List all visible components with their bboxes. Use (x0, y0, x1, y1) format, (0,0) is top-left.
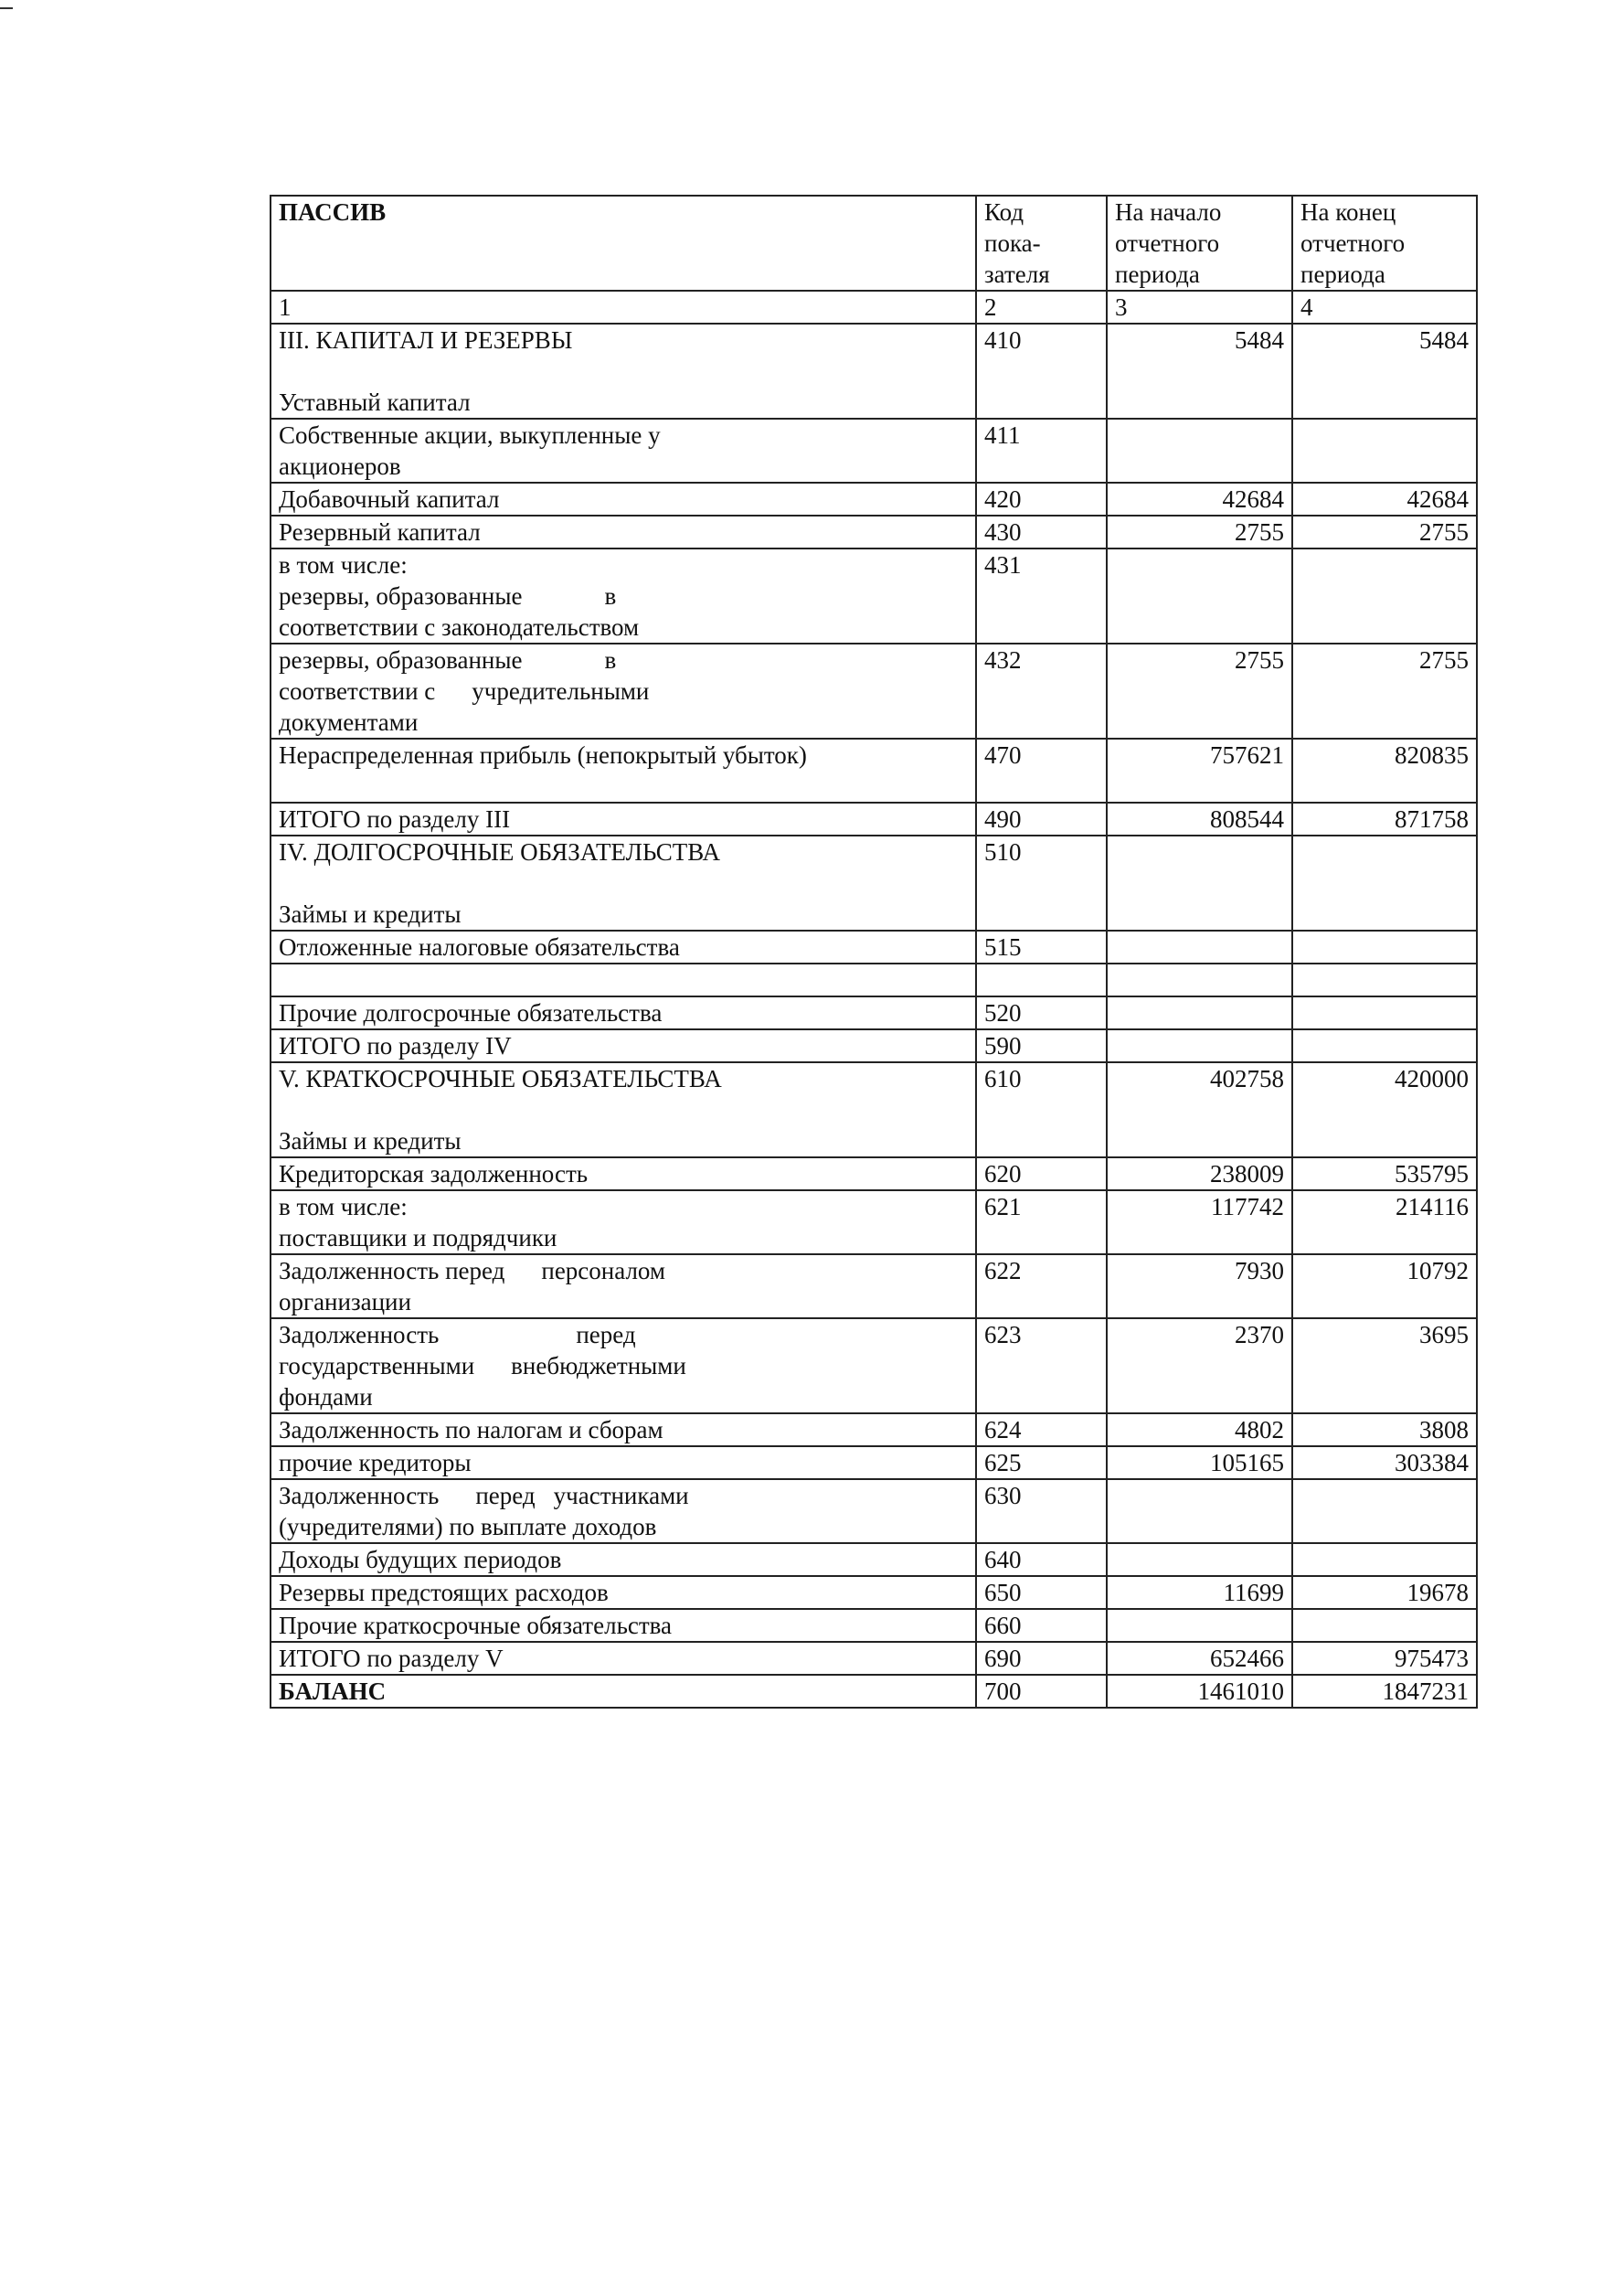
row-start-value: 4802 (1107, 1413, 1292, 1446)
scan-edge-mark (0, 7, 13, 9)
row-code: 490 (976, 803, 1107, 836)
row-code: 431 (976, 549, 1107, 644)
table-row (271, 739, 1477, 803)
row-end-value (1292, 1609, 1477, 1642)
table-row (271, 1609, 1477, 1642)
row-end-value: 42684 (1292, 483, 1477, 516)
balance-liabilities-table (270, 195, 1478, 1709)
row-code: 621 (976, 1190, 1107, 1254)
table-row (271, 996, 1477, 1029)
row-end-value: 535795 (1292, 1157, 1477, 1190)
row-start-value: 105165 (1107, 1446, 1292, 1479)
row-end-value: 19678 (1292, 1576, 1477, 1609)
table-row (271, 1190, 1477, 1254)
row-start-value (1107, 1479, 1292, 1543)
row-code: 430 (976, 516, 1107, 549)
row-code: 640 (976, 1543, 1107, 1576)
row-code: 650 (976, 1576, 1107, 1609)
row-start-value (1107, 1029, 1292, 1062)
row-start-value: 117742 (1107, 1190, 1292, 1254)
row-end-value: 2755 (1292, 516, 1477, 549)
table-row (271, 483, 1477, 516)
row-code: 470 (976, 739, 1107, 803)
row-start-value: 7930 (1107, 1254, 1292, 1318)
row-start-value: 238009 (1107, 1157, 1292, 1190)
row-name: Прочие долгосрочные обязательства (271, 996, 976, 1029)
row-end-value: 3808 (1292, 1413, 1477, 1446)
col-number-1: 1 (271, 291, 976, 324)
table-row (271, 419, 1477, 483)
table-row (271, 1642, 1477, 1675)
row-start-value: 652466 (1107, 1642, 1292, 1675)
column-number-row (271, 291, 1477, 324)
row-name: прочие кредиторы (271, 1446, 976, 1479)
row-start-value: 42684 (1107, 483, 1292, 516)
section-title: IV. ДОЛГОСРОЧНЫЕ ОБЯЗАТЕЛЬСТВА (279, 838, 721, 866)
section-title: V. КРАТКОСРОЧНЫЕ ОБЯЗАТЕЛЬСТВА (279, 1065, 722, 1092)
row-name: Резервы предстоящих расходов (271, 1576, 976, 1609)
empty-row (271, 964, 1477, 996)
row-end-value: 2755 (1292, 644, 1477, 739)
row-code: 510 (976, 836, 1107, 931)
row-end-value: 214116 (1292, 1190, 1477, 1254)
row-end-value (1292, 419, 1477, 483)
row-code: 660 (976, 1609, 1107, 1642)
header-liabilities: ПАССИВ (271, 196, 976, 291)
row-name: III. КАПИТАЛ И РЕЗЕРВЫ Уставный капитал (271, 324, 976, 419)
row-name: Отложенные налоговые обязательства (271, 931, 976, 964)
row-start-value: 402758 (1107, 1062, 1292, 1157)
table-row (271, 836, 1477, 931)
row-start-value (1107, 836, 1292, 931)
row-end-value (1292, 1479, 1477, 1543)
row-start-value: 2755 (1107, 644, 1292, 739)
row-end-value (1292, 1029, 1477, 1062)
row-code: 515 (976, 931, 1107, 964)
row-code: 622 (976, 1254, 1107, 1318)
row-code: 432 (976, 644, 1107, 739)
row-end-value: 1847231 (1292, 1675, 1477, 1708)
table-row (271, 1543, 1477, 1576)
table-header-row (271, 196, 1477, 291)
row-name: в том числе: резервы, образованные в соответствии с законодательством (271, 549, 976, 644)
table-row (271, 549, 1477, 644)
row-start-value: 1461010 (1107, 1675, 1292, 1708)
col-number-2: 2 (976, 291, 1107, 324)
row-name: Задолженность перед государственными внебюджетными фондами (271, 1318, 976, 1413)
header-code: Код пока- зателя (976, 196, 1107, 291)
row-end-value: 420000 (1292, 1062, 1477, 1157)
table-row (271, 516, 1477, 549)
row-code: 624 (976, 1413, 1107, 1446)
row-name: Добавочный капитал (271, 483, 976, 516)
row-name: Нераспределенная прибыль (непокрытый убыток) (271, 739, 976, 803)
row-name: Задолженность перед персоналом организации (271, 1254, 976, 1318)
row-end-value: 10792 (1292, 1254, 1477, 1318)
row-code: 610 (976, 1062, 1107, 1157)
row-end-value (1292, 1543, 1477, 1576)
row-name: V. КРАТКОСРОЧНЫЕ ОБЯЗАТЕЛЬСТВА Займы и кредиты (271, 1062, 976, 1157)
table-row (271, 1157, 1477, 1190)
row-code: 420 (976, 483, 1107, 516)
table-row (271, 931, 1477, 964)
row-end-value: 3695 (1292, 1318, 1477, 1413)
row-name: Доходы будущих периодов (271, 1543, 976, 1576)
table-row (271, 1413, 1477, 1446)
row-code: 520 (976, 996, 1107, 1029)
table-row (271, 1062, 1477, 1157)
row-start-value (1107, 549, 1292, 644)
row-start-value (1107, 1543, 1292, 1576)
row-end-value: 871758 (1292, 803, 1477, 836)
table-row (271, 1318, 1477, 1413)
table-row (271, 1675, 1477, 1708)
header-period-start: На начало отчетного периода (1107, 196, 1292, 291)
row-name: в том числе: поставщики и подрядчики (271, 1190, 976, 1254)
row-start-value (1107, 996, 1292, 1029)
table-row (271, 1479, 1477, 1543)
row-start-value: 2755 (1107, 516, 1292, 549)
section-title: III. КАПИТАЛ И РЕЗЕРВЫ (279, 326, 573, 354)
row-end-value: 5484 (1292, 324, 1477, 419)
row-name: ИТОГО по разделу V (271, 1642, 976, 1675)
row-name: Кредиторская задолженность (271, 1157, 976, 1190)
row-name: Задолженность по налогам и сборам (271, 1413, 976, 1446)
row-end-value: 303384 (1292, 1446, 1477, 1479)
row-start-value (1107, 931, 1292, 964)
row-code: 623 (976, 1318, 1107, 1413)
table-row (271, 644, 1477, 739)
row-name: Собственные акции, выкупленные у акционеров (271, 419, 976, 483)
table-row (271, 1576, 1477, 1609)
row-code: 590 (976, 1029, 1107, 1062)
row-name: Резервный капитал (271, 516, 976, 549)
row-end-value (1292, 996, 1477, 1029)
row-start-value (1107, 419, 1292, 483)
row-name: ИТОГО по разделу III (271, 803, 976, 836)
table-row (271, 1029, 1477, 1062)
row-name: ИТОГО по разделу IV (271, 1029, 976, 1062)
row-name: Прочие краткосрочные обязательства (271, 1609, 976, 1642)
row-start-value: 808544 (1107, 803, 1292, 836)
row-code: 411 (976, 419, 1107, 483)
row-end-value: 975473 (1292, 1642, 1477, 1675)
row-start-value (1107, 1609, 1292, 1642)
row-code: 630 (976, 1479, 1107, 1543)
col-number-3: 3 (1107, 291, 1292, 324)
row-code: 625 (976, 1446, 1107, 1479)
row-end-value: 820835 (1292, 739, 1477, 803)
row-name: БАЛАНС (271, 1675, 976, 1708)
row-name: Задолженность перед участниками (учредителями) по выплате доходов (271, 1479, 976, 1543)
table-row (271, 1254, 1477, 1318)
row-code: 700 (976, 1675, 1107, 1708)
row-code: 620 (976, 1157, 1107, 1190)
row-end-value (1292, 836, 1477, 931)
row-start-value: 757621 (1107, 739, 1292, 803)
table-row (271, 1446, 1477, 1479)
header-period-end: На конец отчетного периода (1292, 196, 1477, 291)
row-name: резервы, образованные в соответствии с учредительными документами (271, 644, 976, 739)
row-end-value (1292, 931, 1477, 964)
row-code: 690 (976, 1642, 1107, 1675)
row-start-value: 11699 (1107, 1576, 1292, 1609)
row-start-value: 2370 (1107, 1318, 1292, 1413)
col-number-4: 4 (1292, 291, 1477, 324)
row-name: IV. ДОЛГОСРОЧНЫЕ ОБЯЗАТЕЛЬСТВА Займы и кредиты (271, 836, 976, 931)
table-row (271, 324, 1477, 419)
row-start-value: 5484 (1107, 324, 1292, 419)
table-row (271, 803, 1477, 836)
row-end-value (1292, 549, 1477, 644)
row-code: 410 (976, 324, 1107, 419)
